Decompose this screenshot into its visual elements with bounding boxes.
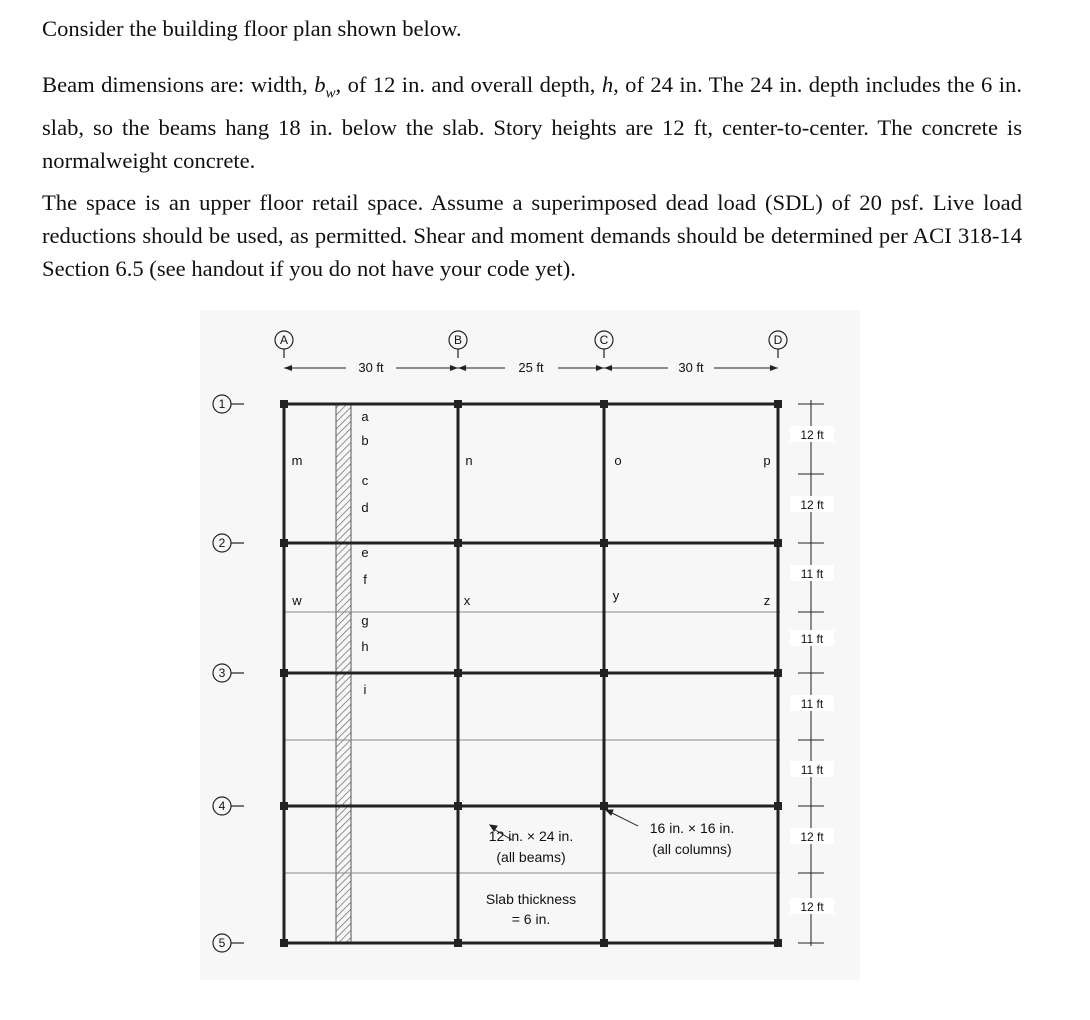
beam-mark-x: x bbox=[463, 593, 471, 608]
grid-label-C: C bbox=[599, 333, 609, 347]
beam-mark-m: m bbox=[291, 453, 303, 468]
grid-label-2: 2 bbox=[218, 536, 226, 550]
grid-label-1: 1 bbox=[218, 397, 226, 411]
strip-label-e: e bbox=[361, 545, 369, 560]
strip-label-b: b bbox=[361, 433, 369, 448]
column-size-note: 16 in. × 16 in. bbox=[649, 820, 735, 836]
grid-label-5: 5 bbox=[218, 936, 226, 950]
beam-text-3: , of 24 in. The 24 in. depth includes the 6 in. slab, so the beams hang 18 in. below the slab. Story heights are 12 ft, center-to-center. The concrete is normalweight concrete. bbox=[42, 72, 1022, 173]
story-dim-7: 12 ft bbox=[800, 830, 824, 844]
beam-mark-p: p bbox=[763, 453, 771, 468]
grid-label-3: 3 bbox=[218, 666, 226, 680]
grid-label-A: A bbox=[279, 333, 289, 347]
beam-text-2: , of 12 in. and overall depth, bbox=[335, 72, 602, 97]
beam-mark-o: o bbox=[614, 453, 622, 468]
story-dim-3: 11 ft bbox=[800, 567, 824, 581]
story-dim-1: 12 ft bbox=[800, 428, 824, 442]
story-dim-4: 11 ft bbox=[800, 632, 824, 646]
load-text: The space is an upper floor retail space. Assume a superimposed dead load (SDL) of 20 psf. Live load reductions should be used, as permitted. Shear and moment demands should be determined per ACI 318-14 Section 6.5 (see handout if you do not have your code yet). bbox=[42, 190, 1022, 281]
floor-plan-figure bbox=[200, 310, 860, 980]
slab-thickness-note: Slab thickness bbox=[485, 891, 577, 907]
grid-label-D: D bbox=[773, 333, 783, 347]
strip-label-d: d bbox=[361, 500, 369, 515]
strip-label-c: c bbox=[361, 473, 369, 488]
story-dim-6: 11 ft bbox=[800, 763, 824, 777]
strip-label-i: i bbox=[363, 682, 367, 697]
beam-mark-z: z bbox=[763, 593, 771, 608]
beam-mark-n: n bbox=[465, 453, 473, 468]
load-paragraph bbox=[42, 186, 1022, 285]
strip-label-h: h bbox=[361, 639, 369, 654]
story-dim-2: 12 ft bbox=[800, 498, 824, 512]
h-symbol: h bbox=[601, 72, 614, 97]
grid-label-B: B bbox=[453, 333, 463, 347]
bw-symbol: $b_w$ bbox=[314, 72, 336, 102]
strip-label-g: g bbox=[361, 613, 369, 628]
slab-thickness-note-sub: = 6 in. bbox=[511, 911, 551, 927]
intro-text: Consider the building floor plan shown below. bbox=[42, 16, 462, 41]
beam-size-note: 12 in. × 24 in. bbox=[488, 828, 574, 844]
beam-size-note-sub: (all beams) bbox=[496, 849, 566, 865]
span-dim-BC: 25 ft bbox=[518, 360, 544, 375]
beam-paragraph bbox=[42, 68, 1022, 177]
span-dim-CD: 30 ft bbox=[678, 360, 704, 375]
strip-label-a: a bbox=[361, 409, 369, 424]
column-size-note-sub: (all columns) bbox=[652, 841, 732, 857]
beam-mark-y: y bbox=[612, 588, 620, 603]
strip-label-f: f bbox=[363, 572, 367, 587]
beam-text-1: Beam dimensions are: width, bbox=[42, 72, 315, 97]
beam-mark-w: w bbox=[292, 593, 302, 608]
grid-label-4: 4 bbox=[218, 799, 226, 813]
story-dim-5: 11 ft bbox=[800, 697, 824, 711]
intro-paragraph bbox=[42, 12, 1022, 45]
story-dim-8: 12 ft bbox=[800, 900, 824, 914]
span-dim-AB: 30 ft bbox=[358, 360, 384, 375]
figure-background bbox=[200, 310, 860, 980]
